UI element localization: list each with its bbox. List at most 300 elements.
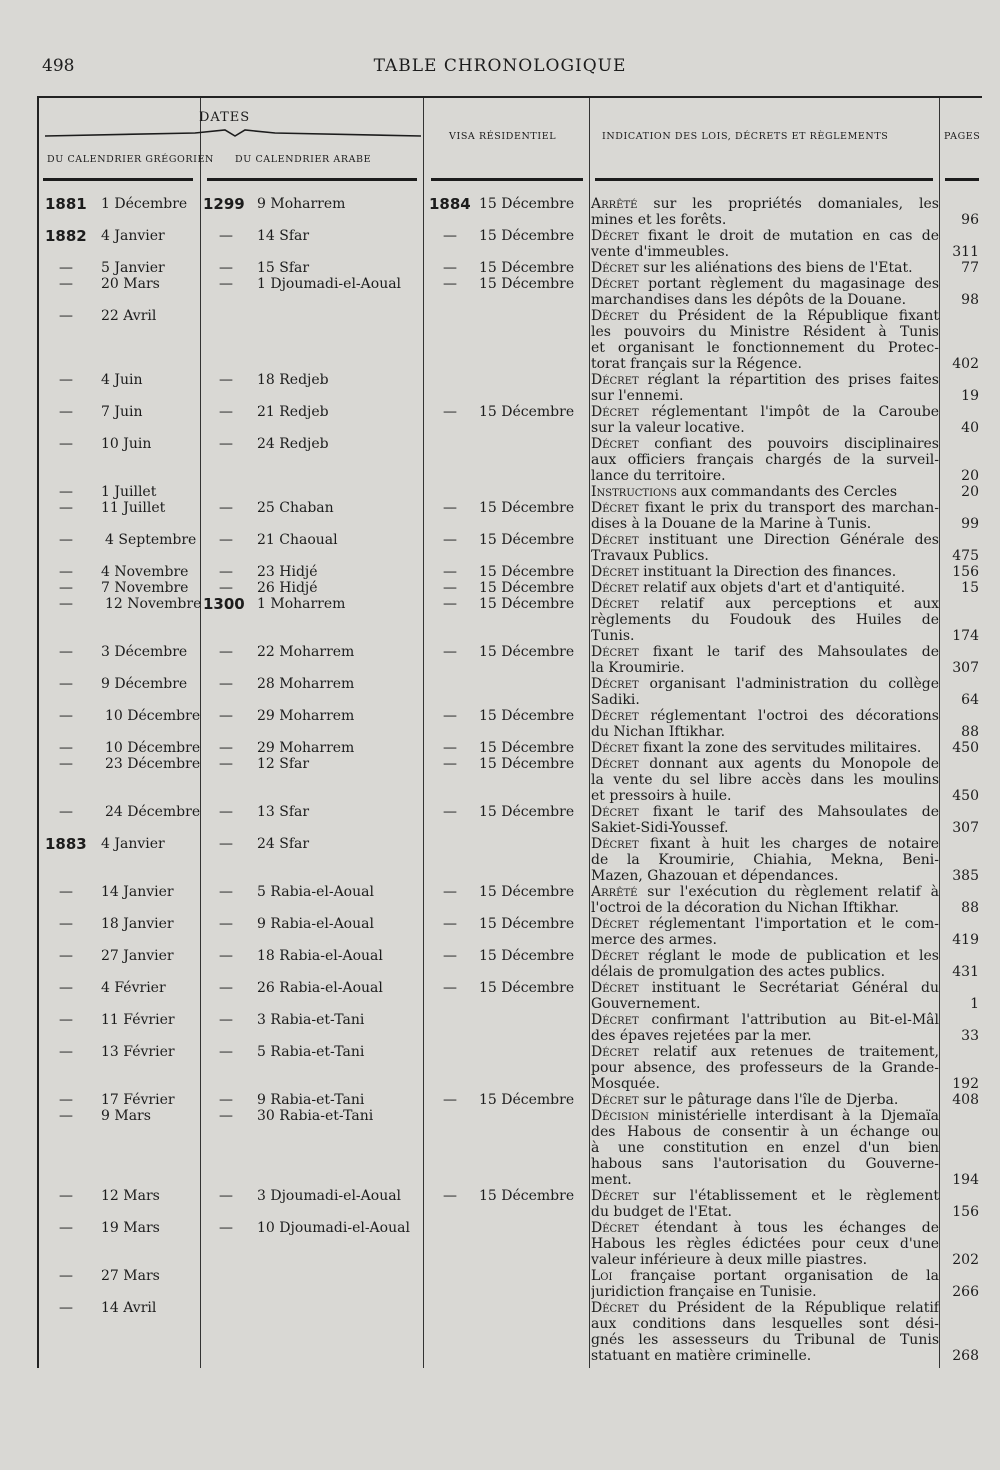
gregorian-year: —	[59, 436, 73, 452]
indication-text	[591, 564, 939, 580]
indication-text	[591, 196, 939, 228]
arabic-date: 5 Rabia-et-Tani	[257, 1044, 365, 1060]
indication-line-text: fixant le droit de mutation en cas de	[638, 228, 939, 244]
column-divider	[423, 98, 424, 1368]
arabic-date: 24 Sfar	[257, 836, 310, 852]
indication-line-text: relatif aux objets d'art et d'antiquité.	[638, 580, 906, 596]
indication-line: et organisant le fonctionnement du Protec-	[591, 340, 939, 356]
indication-line	[591, 532, 939, 548]
indication-text	[591, 532, 939, 564]
page-reference: 385	[952, 868, 979, 884]
indication-line	[591, 308, 939, 324]
visa-year: —	[443, 980, 457, 996]
header-rule	[595, 178, 933, 181]
arabic-date: 1 Djoumadi-el-Aoual	[257, 276, 402, 292]
indication-line-text: relatif aux retenues de traitement,	[638, 1044, 939, 1060]
indication-line	[591, 1044, 939, 1060]
act-type: Décret	[591, 804, 639, 820]
act-type: Décret	[591, 308, 639, 324]
arabic-column-header: DU CALENDRIER ARABE	[235, 154, 372, 165]
act-type: Décision	[591, 1108, 649, 1124]
indication-text	[591, 676, 939, 708]
visa-date: 15 Décembre	[479, 740, 575, 756]
act-type: Décret	[591, 1220, 639, 1236]
visa-year: —	[443, 756, 457, 772]
indication-text	[591, 484, 939, 500]
indication-line: habous sans l'autorisation du Gouverne-	[591, 1156, 939, 1172]
visa-year: —	[443, 276, 457, 292]
indication-text	[591, 228, 939, 260]
gregorian-year: —	[59, 1092, 73, 1108]
page-reference: 268	[952, 1348, 979, 1364]
indication-line-text: confiant des pouvoirs disciplinaires	[638, 436, 939, 452]
visa-date: 15 Décembre	[479, 756, 575, 772]
gregorian-year: —	[59, 1268, 73, 1284]
gregorian-year: —	[59, 500, 73, 516]
page-header	[0, 56, 1000, 80]
act-type: Décret	[591, 564, 639, 580]
page-reference: 40	[961, 420, 979, 436]
page-reference: 20	[961, 484, 979, 500]
indication-line	[591, 1092, 939, 1108]
page-reference: 202	[952, 1252, 979, 1268]
page-reference: 77	[961, 260, 979, 276]
arabic-year: —	[219, 1220, 233, 1236]
visa-year: 1884	[429, 195, 471, 213]
gregorian-date: 19 Mars	[101, 1220, 160, 1236]
indication-line	[591, 596, 939, 612]
indication-line: délais de promulgation des actes publics.	[591, 964, 886, 980]
indication-line	[591, 404, 939, 420]
arabic-date: 5 Rabia-el-Aoual	[257, 884, 374, 900]
page-reference: 194	[952, 1172, 979, 1188]
indication-line: gnés les assesseurs du Tribunal de Tunis	[591, 1332, 939, 1348]
indication-line: sur l'ennemi.	[591, 388, 684, 404]
indication-line: Mosquée.	[591, 1076, 660, 1092]
act-type: Instructions	[591, 484, 677, 500]
act-type: Décret	[591, 1012, 639, 1028]
gregorian-date: 7 Juin	[101, 404, 143, 420]
indication-line-text: confirmant l'attribution au Bit-el-Mâl	[638, 1012, 939, 1028]
indication-line	[591, 1108, 939, 1124]
gregorian-year: —	[59, 1044, 73, 1060]
gregorian-year: —	[59, 1108, 73, 1124]
visa-date: 15 Décembre	[479, 916, 575, 932]
gregorian-year: 1882	[45, 227, 87, 245]
indication-line-text: aux commandants des Cercles	[676, 484, 898, 500]
page-reference: 475	[952, 548, 979, 564]
indication-line: valeur inférieure à deux mille piastres.	[591, 1252, 868, 1268]
page-reference: 98	[961, 292, 979, 308]
indication-line	[591, 372, 939, 388]
visa-year: —	[443, 596, 457, 612]
indication-column-header: INDICATION DES LOIS, DÉCRETS ET RÈGLEMENTS	[602, 131, 889, 142]
gregorian-year: —	[59, 756, 73, 772]
gregorian-date: 27 Janvier	[101, 948, 174, 964]
indication-line: la Kroumirie.	[591, 660, 685, 676]
act-type: Arrêté	[591, 196, 638, 212]
page-reference: 450	[952, 788, 979, 804]
indication-line: à une constitution en enzel d'un bien	[591, 1140, 939, 1156]
gregorian-year: —	[59, 948, 73, 964]
act-type: Arrêté	[591, 884, 638, 900]
arabic-date: 13 Sfar	[257, 804, 310, 820]
arabic-date: 23 Hidjé	[257, 564, 318, 580]
page-reference: 266	[952, 1284, 979, 1300]
act-type: Décret	[591, 532, 639, 548]
indication-line	[591, 1188, 939, 1204]
gregorian-year: —	[59, 644, 73, 660]
gregorian-date: 12 Mars	[101, 1188, 160, 1204]
indication-line-text: relatif aux perceptions et aux	[638, 596, 939, 612]
indication-line: Sadiki.	[591, 692, 640, 708]
page-reference: 19	[961, 388, 979, 404]
page-reference: 307	[952, 660, 979, 676]
page-reference: 15	[961, 580, 979, 596]
gregorian-date: 18 Janvier	[101, 916, 174, 932]
visa-year: —	[443, 1092, 457, 1108]
indication-line	[591, 756, 939, 772]
indication-line	[591, 196, 939, 212]
indication-text	[591, 308, 939, 372]
arabic-year: —	[219, 500, 233, 516]
indication-line: et pressoirs à huile.	[591, 788, 732, 804]
gregorian-date: 10 Décembre	[105, 708, 201, 724]
gregorian-year: —	[59, 1220, 73, 1236]
page-title: TABLE CHRONOLOGIQUE	[373, 56, 627, 76]
indication-text	[591, 884, 939, 916]
act-type: Décret	[591, 836, 639, 852]
arabic-date: 9 Moharrem	[257, 196, 346, 212]
indication-text	[591, 1108, 939, 1188]
indication-text	[591, 1044, 939, 1092]
indication-line	[591, 1268, 939, 1284]
arabic-date: 18 Redjeb	[257, 372, 329, 388]
indication-line-text: instituant la Direction des finances.	[638, 564, 897, 580]
gregorian-year: —	[59, 740, 73, 756]
indication-line-text: instituant une Direction Générale des	[638, 532, 939, 548]
indication-line: du Nichan Iftikhar.	[591, 724, 726, 740]
visa-date: 15 Décembre	[479, 276, 575, 292]
indication-line: l'octroi de la décoration du Nichan Iftikhar.	[591, 900, 899, 916]
gregorian-date: 17 Février	[101, 1092, 175, 1108]
header-rule	[945, 178, 979, 181]
gregorian-date: 4 Janvier	[101, 836, 165, 852]
indication-line	[591, 260, 939, 276]
arabic-date: 3 Rabia-et-Tani	[257, 1012, 365, 1028]
arabic-date: 9 Rabia-et-Tani	[257, 1092, 365, 1108]
indication-line	[591, 1012, 939, 1028]
arabic-date: 22 Moharrem	[257, 644, 355, 660]
arabic-year: —	[219, 436, 233, 452]
visa-column-header: VISA RÉSIDENTIEL	[449, 131, 557, 142]
indication-text	[591, 804, 939, 836]
indication-line-text: fixant le tarif des Mahsoulates de	[638, 804, 939, 820]
visa-year: —	[443, 1188, 457, 1204]
act-type: Décret	[591, 372, 639, 388]
gregorian-date: 10 Décembre	[105, 740, 201, 756]
gregorian-year: —	[59, 1012, 73, 1028]
indication-line	[591, 580, 939, 596]
visa-date: 15 Décembre	[479, 500, 575, 516]
indication-line-text: française portant organisation de la	[612, 1268, 939, 1284]
gregorian-year: —	[59, 532, 73, 548]
header-rule	[207, 178, 417, 181]
gregorian-year: —	[59, 884, 73, 900]
act-type: Décret	[591, 708, 639, 724]
gregorian-year: 1881	[45, 195, 87, 213]
indication-text	[591, 596, 939, 644]
act-type: Décret	[591, 1188, 639, 1204]
indication-text	[591, 836, 939, 884]
act-type: Décret	[591, 740, 639, 756]
indication-text	[591, 948, 939, 980]
page-reference: 174	[952, 628, 979, 644]
indication-line	[591, 500, 939, 516]
arabic-date: 25 Chaban	[257, 500, 334, 516]
gregorian-year: —	[59, 260, 73, 276]
indication-line-text: fixant la zone des servitudes militaires.	[638, 740, 922, 756]
gregorian-date: 22 Avril	[101, 308, 157, 324]
indication-text	[591, 260, 939, 276]
arabic-year: —	[219, 580, 233, 596]
act-type: Loi	[591, 1268, 613, 1284]
indication-line	[591, 708, 939, 724]
arabic-year: 1300	[203, 595, 245, 613]
act-type: Décret	[591, 260, 639, 276]
gregorian-date: 4 Novembre	[101, 564, 189, 580]
gregorian-date: 4 Septembre	[105, 532, 197, 548]
arabic-year: —	[219, 1108, 233, 1124]
indication-line: ment.	[591, 1172, 632, 1188]
arabic-date: 10 Djoumadi-el-Aoual	[257, 1220, 410, 1236]
visa-year: —	[443, 740, 457, 756]
visa-year: —	[443, 948, 457, 964]
indication-line: les pouvoirs du Ministre Résident à Tunis	[591, 324, 939, 340]
indication-line	[591, 676, 939, 692]
gregorian-date: 27 Mars	[101, 1268, 160, 1284]
visa-year: —	[443, 916, 457, 932]
act-type: Décret	[591, 756, 639, 772]
indication-text	[591, 708, 939, 740]
visa-year: —	[443, 644, 457, 660]
gregorian-date: 23 Décembre	[105, 756, 201, 772]
arabic-year: —	[219, 836, 233, 852]
header-rule	[431, 178, 583, 181]
visa-date: 15 Décembre	[479, 260, 575, 276]
arabic-year: —	[219, 676, 233, 692]
arabic-year: —	[219, 804, 233, 820]
indication-line-text: sur l'établissement et le règlement	[638, 1188, 939, 1204]
indication-line-text: réglementant l'impôt de la Caroube	[638, 404, 939, 420]
page-reference: 33	[961, 1028, 979, 1044]
gregorian-date: 4 Février	[101, 980, 166, 996]
gregorian-year: —	[59, 484, 73, 500]
act-type: Décret	[591, 1044, 639, 1060]
indication-line	[591, 884, 939, 900]
gregorian-date: 1 Juillet	[101, 484, 157, 500]
gregorian-date: 4 Juin	[101, 372, 143, 388]
indication-line	[591, 436, 939, 452]
arabic-year: —	[219, 260, 233, 276]
gregorian-date: 24 Décembre	[105, 804, 201, 820]
gregorian-date: 9 Décembre	[101, 676, 188, 692]
arabic-date: 26 Rabia-el-Aoual	[257, 980, 383, 996]
dates-heading: DATES	[199, 110, 251, 125]
indication-line	[591, 276, 939, 292]
page-number: 498	[42, 56, 75, 76]
indication-line: aux conditions dans lesquelles sont dési-	[591, 1316, 939, 1332]
page-reference: 307	[952, 820, 979, 836]
indication-line-text: fixant à huit les charges de notaire	[638, 836, 939, 852]
act-type: Décret	[591, 436, 639, 452]
indication-line	[591, 228, 939, 244]
indication-line	[591, 564, 939, 580]
visa-year: —	[443, 404, 457, 420]
visa-year: —	[443, 804, 457, 820]
gregorian-year: —	[59, 1188, 73, 1204]
indication-text	[591, 1268, 939, 1300]
indication-line-text: du Président de la République fixant	[638, 308, 939, 324]
arabic-date: 12 Sfar	[257, 756, 310, 772]
gregorian-date: 9 Mars	[101, 1108, 151, 1124]
visa-date: 15 Décembre	[479, 884, 575, 900]
act-type: Décret	[591, 500, 639, 516]
page-reference: 64	[961, 692, 979, 708]
visa-year: —	[443, 884, 457, 900]
act-type: Décret	[591, 276, 639, 292]
arabic-date: 30 Rabia-et-Tani	[257, 1108, 374, 1124]
indication-line: lance du territoire.	[591, 468, 726, 484]
arabic-year: —	[219, 228, 233, 244]
page-reference: 450	[952, 740, 979, 756]
arabic-year: —	[219, 564, 233, 580]
visa-date: 15 Décembre	[479, 980, 575, 996]
visa-date: 15 Décembre	[479, 580, 575, 596]
dates-brace	[45, 128, 421, 140]
indication-line: Mazen, Ghazouan et dépendances.	[591, 868, 839, 884]
gregorian-year: —	[59, 980, 73, 996]
indication-line: pour absence, des professeurs de la Grande-	[591, 1060, 939, 1076]
act-type: Décret	[591, 948, 639, 964]
indication-line-text: instituant le Secrétariat Général du	[638, 980, 939, 996]
gregorian-year: —	[59, 676, 73, 692]
gregorian-year: —	[59, 564, 73, 580]
indication-line: des épaves rejetées par la mer.	[591, 1028, 812, 1044]
indication-line: des Habous de consentir à un échange ou	[591, 1124, 939, 1140]
gregorian-year: —	[59, 372, 73, 388]
indication-text	[591, 1188, 939, 1220]
arabic-date: 29 Moharrem	[257, 708, 355, 724]
arabic-date: 28 Moharrem	[257, 676, 355, 692]
gregorian-date: 10 Juin	[101, 436, 152, 452]
indication-line: Travaux Publics.	[591, 548, 709, 564]
indication-line-text: ministérielle interdisant à la Djemaïa	[648, 1108, 939, 1124]
gregorian-year: —	[59, 580, 73, 596]
indication-line: Tunis.	[591, 628, 635, 644]
arabic-date: 21 Redjeb	[257, 404, 329, 420]
gregorian-date: 7 Novembre	[101, 580, 189, 596]
indication-line	[591, 948, 939, 964]
page-reference: 1	[970, 996, 979, 1012]
indication-line: mines et les forêts.	[591, 212, 727, 228]
page-reference: 431	[952, 964, 979, 980]
page-reference: 96	[961, 212, 979, 228]
arabic-date: 9 Rabia-el-Aoual	[257, 916, 374, 932]
arabic-date: 3 Djoumadi-el-Aoual	[257, 1188, 402, 1204]
indication-line: statuant en matière criminelle.	[591, 1348, 812, 1364]
gregorian-date: 20 Mars	[101, 276, 160, 292]
indication-line-text: du Président de la République relatif	[638, 1300, 939, 1316]
page-reference: 408	[952, 1092, 979, 1108]
indication-text	[591, 404, 939, 436]
indication-text	[591, 580, 939, 596]
gregorian-date: 11 Juillet	[101, 500, 166, 516]
gregorian-column-header: DU CALENDRIER GRÉGORIEN	[47, 154, 214, 165]
arabic-year: —	[219, 1092, 233, 1108]
arabic-year: —	[219, 532, 233, 548]
arabic-date: 15 Sfar	[257, 260, 310, 276]
indication-text	[591, 276, 939, 308]
arabic-date: 29 Moharrem	[257, 740, 355, 756]
gregorian-date: 12 Novembre	[105, 596, 202, 612]
indication-line: règlements du Foudouk des Huiles de	[591, 612, 939, 628]
indication-line: dises à la Douane de la Marine à Tunis.	[591, 516, 872, 532]
page-reference: 192	[952, 1076, 979, 1092]
page-reference: 311	[952, 244, 979, 260]
gregorian-year: —	[59, 404, 73, 420]
arabic-year: 1299	[203, 195, 245, 213]
page-reference: 20	[961, 468, 979, 484]
indication-line-text: étendant à tous les échanges de	[638, 1220, 939, 1236]
arabic-year: —	[219, 740, 233, 756]
indication-line	[591, 1220, 939, 1236]
act-type: Décret	[591, 916, 639, 932]
indication-line-text: réglementant l'importation et le com-	[638, 916, 939, 932]
gregorian-year: 1883	[45, 835, 87, 853]
indication-line	[591, 980, 939, 996]
chronological-table	[37, 96, 982, 1368]
gregorian-date: 11 Février	[101, 1012, 175, 1028]
arabic-date: 26 Hidjé	[257, 580, 318, 596]
gregorian-date: 13 Février	[101, 1044, 175, 1060]
indication-text	[591, 644, 939, 676]
indication-line-text: sur le pâturage dans l'île de Djerba.	[638, 1092, 899, 1108]
indication-text	[591, 980, 939, 1012]
gregorian-date: 14 Avril	[101, 1300, 157, 1316]
indication-line: marchandises dans les dépôts de la Douane.	[591, 292, 907, 308]
arabic-year: —	[219, 1012, 233, 1028]
indication-line	[591, 740, 939, 756]
act-type: Décret	[591, 644, 639, 660]
indication-line	[591, 644, 939, 660]
indication-line: aux officiers français chargés de la surveil-	[591, 452, 939, 468]
gregorian-year: —	[59, 804, 73, 820]
column-divider	[200, 98, 201, 1368]
indication-line-text: fixant le prix du transport des marchan-	[638, 500, 939, 516]
page-reference: 156	[952, 1204, 979, 1220]
gregorian-year: —	[59, 1300, 73, 1316]
visa-date: 15 Décembre	[479, 228, 575, 244]
indication-line: Gouvernement.	[591, 996, 701, 1012]
arabic-year: —	[219, 916, 233, 932]
indication-line-text: sur les propriétés domaniales, les	[637, 196, 939, 212]
pages-column-header: PAGES	[944, 131, 981, 142]
arabic-year: —	[219, 372, 233, 388]
indication-line: Sakiet-Sidi-Youssef.	[591, 820, 729, 836]
visa-date: 15 Décembre	[479, 564, 575, 580]
gregorian-year: —	[59, 308, 73, 324]
